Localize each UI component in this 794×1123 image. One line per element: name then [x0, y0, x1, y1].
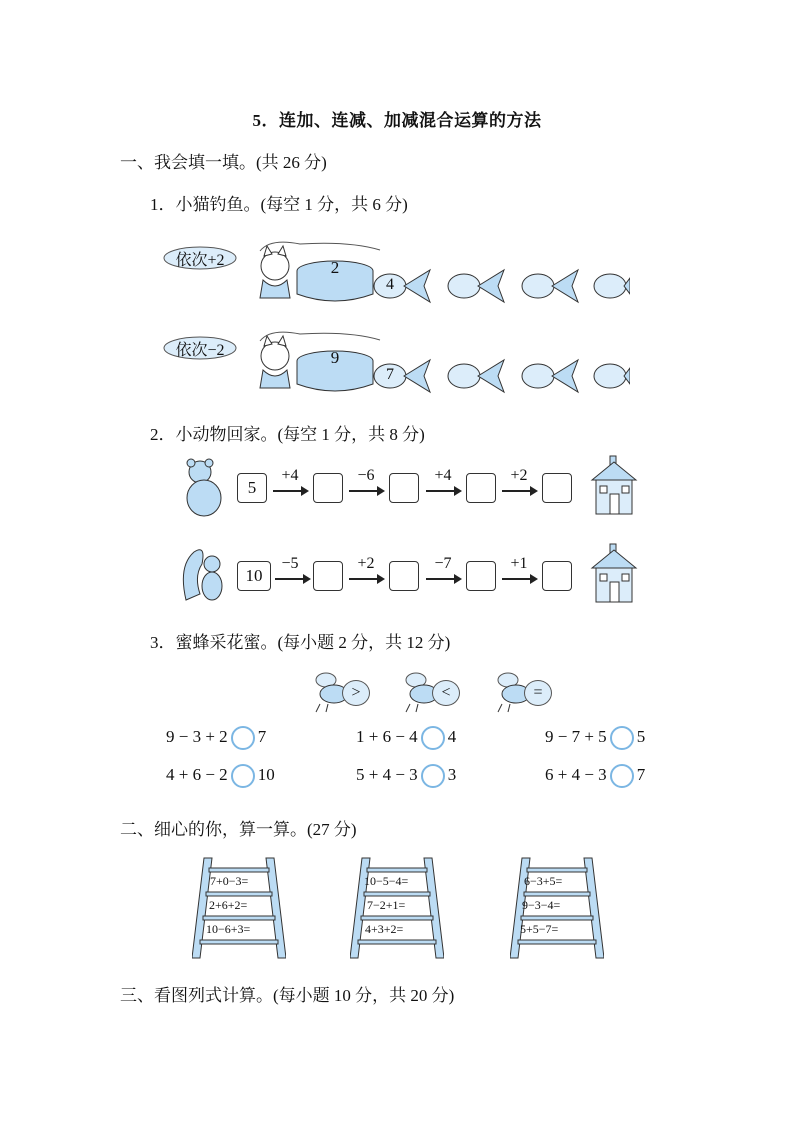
animal-row-2: [180, 546, 640, 610]
page-title: 5．连加、连减、加减混合运算的方法: [252, 111, 542, 130]
answer-box[interactable]: [542, 561, 572, 591]
answer-circle[interactable]: [231, 726, 255, 750]
answer-box[interactable]: [542, 473, 572, 503]
ladder-equation[interactable]: 4+3+2=: [365, 922, 404, 936]
answer-box[interactable]: [389, 561, 419, 591]
fish: 4: [372, 266, 442, 311]
arrow: [502, 578, 536, 580]
fish-icon: [520, 266, 590, 306]
arrow: [349, 578, 383, 580]
start-number: 2: [330, 258, 340, 277]
ladder: [350, 856, 444, 960]
ladder-equation[interactable]: 10−6+3=: [206, 922, 251, 936]
fish[interactable]: [446, 356, 516, 401]
start-box: 10: [237, 561, 271, 591]
arrow: [502, 490, 536, 492]
ladder: [510, 856, 604, 960]
answer-box[interactable]: [466, 561, 496, 591]
arrow: [426, 490, 460, 492]
fish[interactable]: [592, 266, 630, 311]
fish: 7: [372, 356, 442, 401]
operation-label: −7: [434, 555, 452, 572]
fish[interactable]: [592, 356, 630, 401]
q1-label: 1．小猫钓鱼。(每空 1 分，共 6 分): [150, 195, 408, 214]
ladder-equation[interactable]: 10−5−4=: [364, 874, 409, 888]
operation-label: −5: [281, 555, 299, 572]
answer-box[interactable]: [313, 473, 343, 503]
house-icon: [588, 542, 640, 606]
operation-label: +4: [281, 467, 299, 484]
squirrel-icon: [180, 546, 230, 606]
fish-icon: [520, 356, 590, 396]
q2-label: 2．小动物回家。(每空 1 分，共 8 分): [150, 425, 425, 444]
ladder-equation[interactable]: 5+5−7=: [520, 922, 559, 936]
arrow: [426, 578, 460, 580]
answer-box[interactable]: [313, 561, 343, 591]
fish[interactable]: [446, 266, 516, 311]
start-box: 5: [237, 473, 267, 503]
animal-row-1: [180, 458, 640, 522]
arrow: [275, 578, 309, 580]
compare-item: 1 + 6 − 4 4: [356, 726, 456, 750]
operation-label: +4: [434, 467, 452, 484]
fish-icon: [446, 356, 516, 396]
fishing-row-1: [160, 236, 630, 316]
compare-item: 9 − 3 + 2 7: [166, 726, 266, 750]
rule-label: 依次−2: [175, 342, 225, 359]
operation-label: −6: [357, 467, 375, 484]
start-number: 9: [330, 348, 340, 367]
compare-item: 9 − 7 + 5 5: [545, 726, 645, 750]
ladder-equation[interactable]: 6−3+5=: [524, 874, 563, 888]
ladder-equation[interactable]: 7+0−3=: [210, 874, 249, 888]
ladder-equation[interactable]: 7−2+1=: [367, 898, 406, 912]
fishing-row-2: [160, 326, 630, 406]
compare-symbol: >: [342, 680, 370, 706]
answer-box[interactable]: [389, 473, 419, 503]
section3-heading: 三、看图列式计算。(每小题 10 分，共 20 分): [120, 986, 455, 1005]
fish-icon: [592, 266, 630, 306]
ladder-equation[interactable]: 2+6+2=: [209, 898, 248, 912]
fish-icon: [446, 266, 516, 306]
answer-box[interactable]: [466, 473, 496, 503]
bee-symbol: [400, 668, 460, 714]
fish-icon: [592, 356, 630, 396]
bear-icon: [180, 458, 230, 518]
house-icon: [588, 454, 640, 518]
answer-circle[interactable]: [610, 726, 634, 750]
operation-label: +1: [510, 555, 528, 572]
q3-label: 3．蜜蜂采花蜜。(每小题 2 分，共 12 分): [150, 633, 451, 652]
section1-heading: 一、我会填一填。(共 26 分): [120, 153, 327, 172]
answer-circle[interactable]: [610, 764, 634, 788]
arrow: [349, 490, 383, 492]
rule-label: 依次+2: [175, 252, 225, 269]
compare-symbol: <: [432, 680, 460, 706]
fish[interactable]: [520, 266, 590, 311]
section2-heading: 二、细心的你，算一算。(27 分): [120, 820, 357, 839]
ladder: [192, 856, 286, 960]
compare-item: 6 + 4 − 3 7: [545, 764, 645, 788]
answer-circle[interactable]: [421, 726, 445, 750]
bee-symbol: [310, 668, 370, 714]
operation-label: +2: [510, 467, 528, 484]
fish[interactable]: [520, 356, 590, 401]
compare-symbol: =: [524, 680, 552, 706]
operation-label: +2: [357, 555, 375, 572]
bee-symbol: [492, 668, 552, 714]
compare-item: 4 + 6 − 2 10: [166, 764, 275, 788]
answer-circle[interactable]: [421, 764, 445, 788]
arrow: [273, 490, 307, 492]
answer-circle[interactable]: [231, 764, 255, 788]
compare-item: 5 + 4 − 3 3: [356, 764, 456, 788]
ladder-equation[interactable]: 9−3−4=: [522, 898, 561, 912]
